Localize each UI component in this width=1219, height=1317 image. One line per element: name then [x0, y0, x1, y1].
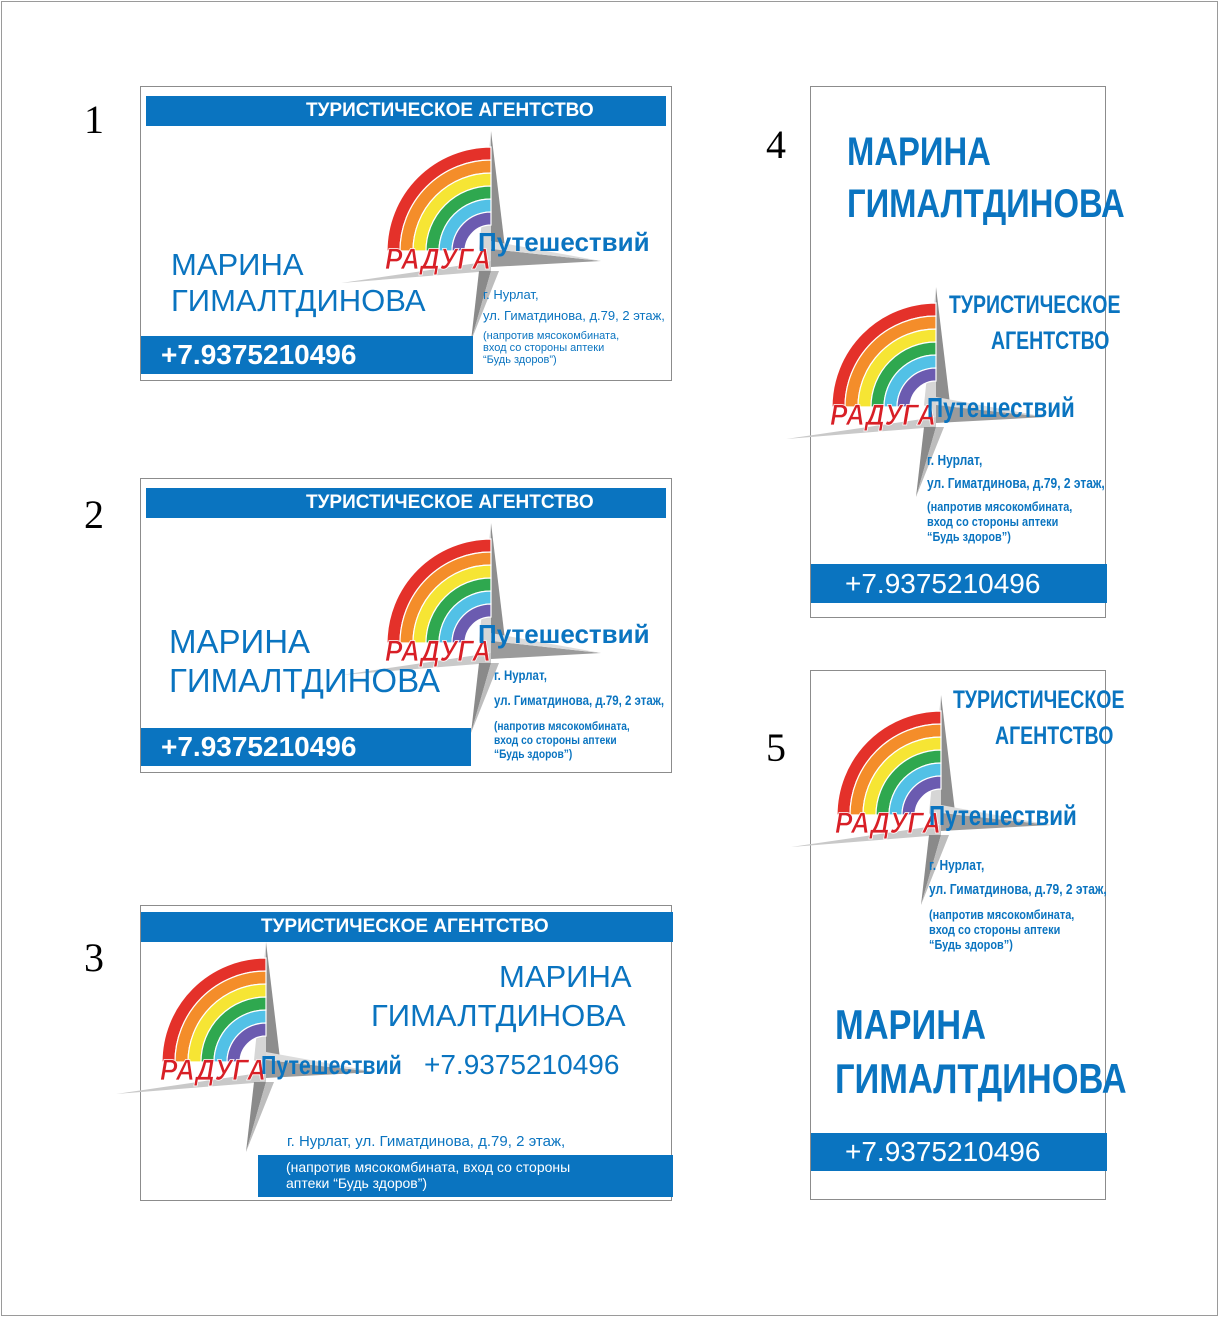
person-name-last: ГИМАЛТДИНОВА — [847, 182, 1125, 226]
address-note-2: вход со стороны аптеки — [494, 733, 617, 747]
address-note-2: аптеки “Будь здоров”) — [286, 1175, 428, 1191]
address-note-2: вход со стороны аптеки — [483, 342, 605, 354]
agency-banner: ТУРИСТИЧЕСКОЕ АГЕНТСТВО — [146, 488, 666, 518]
agency-banner: ТУРИСТИЧЕСКОЕ АГЕНТСТВО — [146, 96, 666, 126]
address-note-3: “Будь здоров”) — [483, 354, 557, 366]
business-card-2[interactable] — [140, 478, 672, 773]
phone-banner: +7.9375210496 — [811, 1133, 1107, 1171]
business-card-4[interactable] — [810, 86, 1125, 618]
person-name-first: МАРИНА — [835, 1001, 987, 1048]
card-number-4: 4 — [766, 122, 786, 167]
agency-line-2: АГЕНТСТВО — [991, 327, 1110, 355]
agency-line-1: ТУРИСТИЧЕСКОЕ — [949, 291, 1121, 319]
person-name-first: МАРИНА — [171, 247, 304, 282]
business-card-5[interactable] — [810, 670, 1127, 1200]
address-note-2: вход со стороны аптеки — [929, 922, 1061, 937]
card-number-3: 3 — [84, 935, 104, 980]
logo-subtitle: Путешествий — [927, 392, 1075, 423]
address-city: г. Нурлат, — [494, 667, 547, 683]
person-name-last: ГИМАЛТДИНОВА — [835, 1055, 1127, 1102]
logo-subtitle: Путешествий — [478, 619, 650, 649]
address-line: г. Нурлат, ул. Гиматдинова, д.79, 2 этаж, — [287, 1133, 566, 1150]
address-note-1: (напротив мясокомбината, — [927, 499, 1073, 514]
address-note-1: (напротив мясокомбината, — [929, 907, 1075, 922]
address-city: г. Нурлат, — [483, 287, 539, 302]
logo-word: РАДУГА — [385, 243, 491, 276]
person-name-first: МАРИНА — [169, 623, 311, 660]
person-name-last: ГИМАЛТДИНОВА — [171, 283, 426, 318]
address-note-banner — [258, 1155, 673, 1197]
raduga-logo — [116, 942, 416, 1152]
logo-word: РАДУГА — [835, 807, 941, 840]
agency-banner: ТУРИСТИЧЕСКОЕ АГЕНТСТВО — [141, 912, 673, 942]
address-street: ул. Гиматдинова, д.79, 2 этаж, — [494, 692, 665, 708]
person-name-first: МАРИНА — [499, 959, 632, 994]
address-city: г. Нурлат, — [929, 857, 985, 874]
card-number-5: 5 — [766, 725, 786, 770]
address-note-3: “Будь здоров”) — [494, 747, 573, 761]
business-card-3[interactable] — [140, 905, 672, 1201]
address-note-1: (напротив мясокомбината, — [483, 330, 620, 342]
agency-line-1: ТУРИСТИЧЕСКОЕ — [953, 686, 1125, 714]
business-card-1[interactable] — [140, 86, 672, 381]
phone-banner: +7.9375210496 — [141, 728, 471, 766]
person-name-last: ГИМАЛТДИНОВА — [371, 998, 626, 1033]
address-note-2: вход со стороны аптеки — [927, 514, 1059, 529]
person-name-first: МАРИНА — [847, 130, 991, 174]
phone-banner: +7.9375210496 — [811, 564, 1107, 603]
address-note-1: (напротив мясокомбината, — [494, 719, 630, 733]
address-note-3: “Будь здоров”) — [929, 937, 1013, 952]
logo-subtitle: Путешествий — [478, 227, 650, 257]
phone-number: +7.9375210496 — [424, 1049, 620, 1080]
address-note-1: (напротив мясокомбината, вход со стороны — [286, 1159, 571, 1175]
card-number-2: 2 — [84, 492, 104, 537]
address-note-3: “Будь здоров”) — [927, 529, 1011, 544]
logo-word: РАДУГА — [830, 399, 936, 432]
address-city: г. Нурлат, — [927, 452, 983, 469]
logo-subtitle: Путешествий — [261, 1050, 402, 1080]
agency-line-2: АГЕНТСТВО — [995, 722, 1114, 750]
address-street: ул. Гиматдинова, д.79, 2 этаж, — [483, 308, 665, 323]
phone-banner: +7.9375210496 — [141, 336, 473, 374]
address-street: ул. Гиматдинова, д.79, 2 этаж, — [929, 881, 1107, 898]
logo-subtitle: Путешествий — [929, 800, 1077, 831]
logo-word: РАДУГА — [385, 635, 491, 668]
person-name-last: ГИМАЛТДИНОВА — [169, 662, 441, 699]
address-street: ул. Гиматдинова, д.79, 2 этаж, — [927, 475, 1105, 492]
logo-word: РАДУГА — [160, 1054, 266, 1087]
card-number-1: 1 — [84, 97, 104, 142]
